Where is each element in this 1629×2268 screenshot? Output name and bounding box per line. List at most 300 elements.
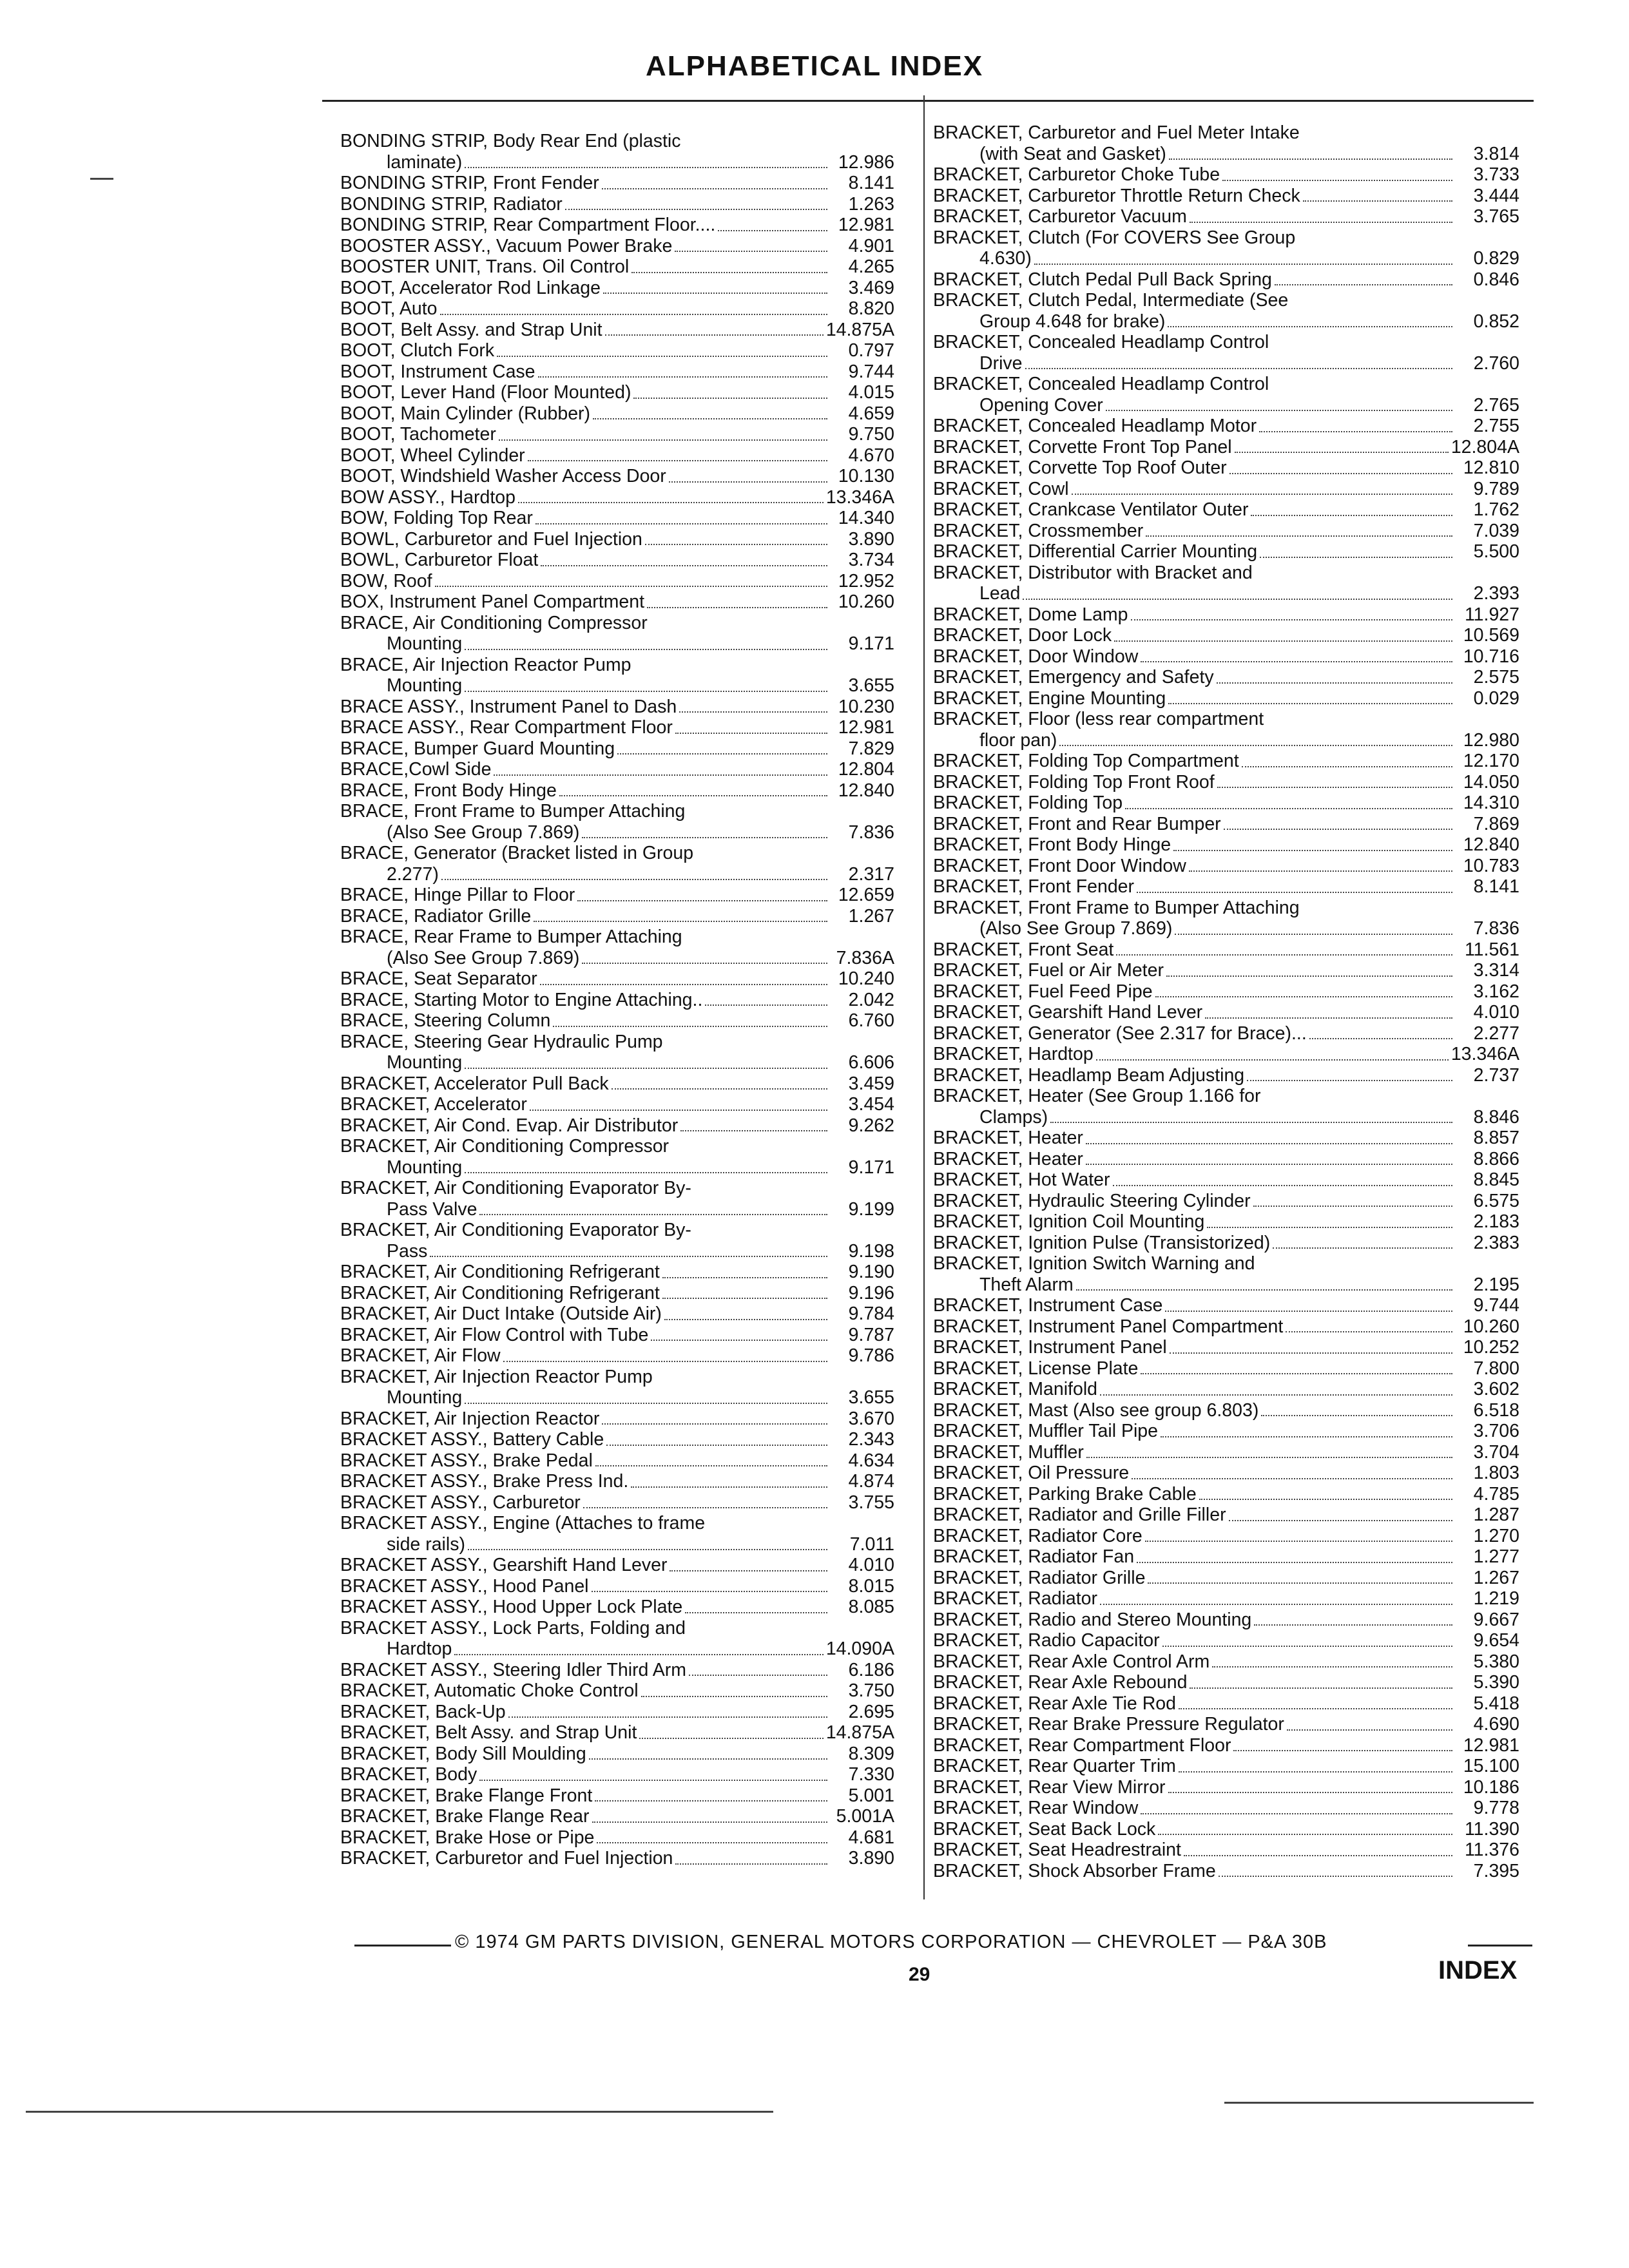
leader-dots [645, 543, 827, 545]
index-entry-text: BRACKET, Crossmember [933, 520, 1144, 541]
index-entry-label [340, 1639, 826, 1660]
index-entry-label [933, 1379, 1455, 1400]
index-entry-label [340, 445, 830, 466]
index-entry-label [340, 1555, 830, 1576]
index-entry-label [340, 864, 830, 885]
index-entry-text: BRACKET, Accelerator [340, 1094, 527, 1115]
index-entry [340, 1345, 894, 1367]
index-entry-group-number: 12.804A [1451, 436, 1519, 457]
leader-dots [1190, 221, 1452, 223]
index-entry-label [340, 1073, 830, 1095]
index-entry-text: BRACKET, Crankcase Ventilator Outer [933, 499, 1249, 520]
index-entry-text: laminate) [387, 151, 463, 173]
index-entry-text: BRACKET, Rear Quarter Trim [933, 1756, 1176, 1776]
index-entry-text: BRACKET, Belt Assy. and Strap Unit [340, 1722, 637, 1743]
index-entry-group-number: 13.346A [1451, 1044, 1519, 1064]
index-entry-label [340, 1492, 830, 1514]
leader-dots [497, 355, 827, 357]
index-entry [933, 1149, 1519, 1170]
index-entry [340, 1702, 894, 1723]
index-entry-text: BRACKET, Rear Axle Tie Rod [933, 1693, 1176, 1714]
index-entry-group-number: 7.836A [836, 947, 894, 968]
leader-dots [670, 1570, 827, 1571]
index-entry-label [340, 1680, 830, 1702]
leader-dots [577, 899, 827, 901]
index-entry-text: BRACKET ASSY., Carburetor [340, 1492, 581, 1513]
index-entry-label [340, 1660, 830, 1681]
index-entry-group-number: 3.670 [848, 1408, 894, 1429]
index-entry [340, 1032, 894, 1053]
index-entry-label [340, 215, 830, 236]
index-entry-label [340, 717, 830, 738]
index-entry-group-number: 0.829 [1473, 248, 1519, 269]
index-entry-group-number: 11.927 [1464, 604, 1519, 625]
index-entry-label [340, 1848, 830, 1869]
index-entry [933, 1693, 1519, 1715]
index-entry-group-number: 9.199 [848, 1198, 894, 1220]
index-entry [933, 1211, 1519, 1233]
index-entry [340, 822, 894, 843]
index-entry-text: BRACKET, Floor (less rear compartment [933, 709, 1264, 729]
index-entry-text: BRACKET, Instrument Panel Compartment [933, 1316, 1284, 1337]
index-entry [340, 1241, 894, 1262]
index-entry-label [340, 256, 830, 278]
index-entry [340, 780, 894, 802]
index-entry-label [933, 1526, 1455, 1547]
index-entry-text: Clamps) [979, 1106, 1048, 1128]
index-entry-text: BOOSTER ASSY., Vacuum Power Brake [340, 235, 673, 256]
index-entry-label [340, 550, 830, 571]
index-entry-label [933, 1023, 1455, 1044]
index-entry-group-number: 2.765 [1473, 394, 1519, 416]
index-entry-text: BRACKET, Concealed Headlamp Motor [933, 416, 1257, 436]
index-entry-group-number: 6.186 [848, 1659, 894, 1680]
index-entry-label [933, 248, 1455, 269]
index-entry [933, 876, 1519, 898]
index-entry [933, 646, 1519, 668]
index-entry-group-number: 3.734 [848, 550, 894, 570]
index-entry [340, 655, 894, 676]
index-entry [933, 730, 1519, 751]
index-entry [933, 144, 1519, 165]
index-entry-label [933, 834, 1455, 856]
leader-dots [669, 481, 827, 483]
index-entry-group-number: 5.418 [1473, 1693, 1519, 1714]
index-entry-group-number: 3.602 [1473, 1379, 1519, 1399]
index-entry-label [933, 1861, 1455, 1882]
leader-dots [465, 690, 827, 692]
index-entry [933, 1819, 1519, 1840]
leader-dots [454, 1653, 823, 1655]
leader-dots [559, 794, 827, 796]
index-entry [933, 604, 1519, 626]
index-entry-group-number: 9.786 [848, 1345, 894, 1366]
index-entry-group-number: 14.340 [838, 508, 894, 528]
index-entry [340, 801, 894, 822]
index-entry [340, 529, 894, 550]
leader-dots [1148, 1582, 1452, 1584]
index-entry-text: BRACKET, Carburetor and Fuel Injection [340, 1848, 673, 1869]
index-entry-text: BRACKET, Clutch (For COVERS See Group [933, 227, 1296, 248]
leader-dots [1169, 158, 1452, 160]
index-entry [933, 709, 1519, 730]
index-entry [933, 1400, 1519, 1421]
index-entry-label [340, 236, 830, 257]
index-entry-text: BRACKET, Door Lock [933, 625, 1112, 646]
index-entry-group-number: 9.198 [848, 1240, 894, 1262]
index-entry [933, 122, 1519, 144]
index-entry [933, 625, 1519, 646]
leader-dots [1125, 807, 1452, 809]
index-entry-text: BRACKET, Body [340, 1764, 477, 1785]
index-entry-text: BRACKET, Radiator and Grille Filler [933, 1504, 1226, 1525]
index-entry-group-number: 4.634 [848, 1450, 894, 1471]
index-entry-group-number: 9.750 [848, 424, 894, 445]
index-entry-group-number: 14.050 [1463, 771, 1519, 793]
index-entry-label [933, 960, 1455, 981]
index-entry [340, 173, 894, 194]
index-entry [933, 332, 1519, 353]
leader-dots [1141, 1372, 1452, 1374]
index-entry-label [933, 1546, 1455, 1568]
index-entry-text: (Also See Group 7.869) [387, 822, 580, 843]
index-entry-group-number: 0.852 [1473, 311, 1519, 332]
index-entry-label [933, 939, 1455, 961]
index-entry-label [340, 508, 830, 529]
leader-dots [535, 523, 827, 524]
leader-dots [1086, 1142, 1452, 1144]
index-entry [340, 1639, 894, 1660]
index-entry-group-number: 2.195 [1473, 1274, 1519, 1295]
index-entry-text: BRACKET, Rear Axle Control Arm [933, 1651, 1210, 1672]
leader-dots [1116, 954, 1452, 956]
index-entry-text: BRACKET, Muffler [933, 1441, 1084, 1463]
index-entry-text: BRACKET, Radiator Grille [933, 1567, 1146, 1588]
leader-dots [1235, 451, 1449, 453]
index-entry-text: BRACKET, Emergency and Safety [933, 667, 1214, 687]
index-entry [340, 968, 894, 990]
index-entry-text: BRACKET, Carburetor Choke Tube [933, 164, 1220, 185]
index-entry-label [933, 583, 1455, 604]
leader-dots [1076, 1289, 1452, 1291]
index-entry-group-number: 4.659 [848, 403, 894, 424]
index-entry [933, 1484, 1519, 1505]
index-entry-text: BRACKET, Seat Headrestraint [933, 1840, 1181, 1860]
index-entry-label [933, 709, 1455, 730]
index-entry-label [340, 1283, 830, 1304]
index-entry-text: BOW ASSY., Hardtop [340, 486, 516, 508]
index-entry [933, 1044, 1519, 1065]
index-entry [933, 1504, 1519, 1526]
index-entry-label [340, 340, 830, 361]
index-entry-label [933, 918, 1455, 939]
index-entry-label [340, 801, 830, 822]
index-entry-text: BRACKET, Ignition Switch Warning and [933, 1253, 1255, 1274]
index-entry-text: BRACE, Steering Column [340, 1010, 551, 1031]
index-entry-text: BRACKET, Muffler Tail Pipe [933, 1421, 1158, 1441]
leader-dots [1251, 514, 1452, 516]
index-entry [933, 939, 1519, 961]
index-entry-label [933, 1714, 1455, 1735]
index-entry-group-number: 6.575 [1473, 1190, 1519, 1211]
leader-dots [675, 250, 827, 252]
index-entry-text: BRACKET, Differential Carrier Mounting [933, 541, 1258, 562]
index-entry-group-number: 15.100 [1463, 1756, 1519, 1776]
leader-dots [1131, 619, 1452, 620]
index-entry [340, 738, 894, 760]
index-entry [340, 1094, 894, 1115]
leader-dots [689, 1674, 827, 1676]
index-entry-group-number: 8.857 [1473, 1128, 1519, 1148]
index-entry [933, 499, 1519, 521]
index-entry [933, 1107, 1519, 1128]
index-entry-label [933, 1672, 1455, 1693]
index-entry [933, 311, 1519, 332]
index-entry-group-number: 7.039 [1473, 520, 1519, 541]
index-entry-group-number: 11.390 [1464, 1818, 1519, 1840]
index-entry-text: BRACE, Steering Gear Hydraulic Pump [340, 1031, 663, 1052]
index-entry-text: BRACKET, Ignition Pulse (Transistorized) [933, 1232, 1271, 1253]
index-entry [340, 1827, 894, 1849]
index-entry-group-number: 3.444 [1473, 185, 1519, 206]
index-entry-group-number: 2.183 [1473, 1211, 1519, 1232]
index-entry-text: BOOT, Accelerator Rod Linkage [340, 277, 601, 298]
index-entry [340, 1471, 894, 1492]
index-entry-label [340, 613, 830, 634]
index-entry-label [340, 1241, 830, 1262]
index-entry [340, 1618, 894, 1639]
index-entry [933, 248, 1519, 269]
index-entry [340, 1262, 894, 1283]
index-entry-text: BRACKET, Carburetor Throttle Return Check [933, 185, 1300, 206]
index-entry-text: BRACKET, Hardtop [933, 1044, 1094, 1064]
index-entry-label [340, 1618, 830, 1639]
index-entry-text: BRACKET, Radiator Core [933, 1525, 1142, 1546]
index-entry [340, 1534, 894, 1555]
leader-dots [553, 1025, 827, 1027]
index-entry-label [933, 1274, 1455, 1296]
index-entry-group-number: 5.001 [848, 1785, 894, 1806]
leader-dots [1179, 1707, 1452, 1709]
index-entry-label [933, 1169, 1455, 1191]
leader-dots [1059, 744, 1452, 746]
index-entry-label [340, 152, 830, 173]
index-entry-text: BRACKET ASSY., Gearshift Hand Lever [340, 1555, 668, 1575]
leader-dots [503, 1360, 827, 1362]
leader-dots [1170, 1352, 1452, 1354]
index-entry-label [933, 1233, 1455, 1254]
index-entry-text: BONDING STRIP, Rear Compartment Floor.... [340, 215, 716, 235]
index-entry [933, 1798, 1519, 1819]
index-entry-group-number: 3.706 [1473, 1421, 1519, 1441]
index-entry-text: BRACKET, Air Cond. Evap. Air Distributor [340, 1115, 679, 1136]
leader-dots [1146, 535, 1452, 537]
index-entry-text: BRACKET, Hydraulic Steering Cylinder [933, 1190, 1251, 1211]
index-entry-group-number: 3.704 [1473, 1441, 1519, 1463]
leader-dots [1233, 1749, 1452, 1751]
index-entry-group-number: 2.737 [1473, 1064, 1519, 1086]
leader-dots [1190, 1687, 1452, 1689]
index-entry-group-number: 6.518 [1473, 1399, 1519, 1421]
index-entry-text: Hardtop [387, 1639, 452, 1659]
index-entry-label [933, 227, 1455, 249]
index-entry-text: Lead [979, 583, 1021, 604]
leader-dots [685, 1611, 827, 1613]
index-entry-text: BRACE, Radiator Grille [340, 905, 532, 927]
index-entry-label [340, 1744, 830, 1765]
index-entry-text: BRACKET, Back-Up [340, 1701, 506, 1722]
index-entry [340, 1660, 894, 1681]
leader-dots [592, 1590, 827, 1592]
index-entry-label [340, 298, 830, 320]
index-entry-text: BRACKET, Air Injection Reactor [340, 1408, 600, 1429]
index-entry-text: BRACKET, Corvette Front Top Panel [933, 436, 1232, 457]
index-entry [933, 1295, 1519, 1316]
index-entry-label [933, 1421, 1455, 1442]
index-entry-label [340, 1806, 830, 1827]
index-entry [933, 1337, 1519, 1358]
index-entry-group-number: 9.778 [1473, 1798, 1519, 1818]
index-entry-group-number: 1.270 [1473, 1525, 1519, 1546]
index-entry [933, 667, 1519, 688]
index-entry-group-number: 2.755 [1473, 416, 1519, 436]
leader-dots [639, 1737, 823, 1739]
index-entry-label [933, 1086, 1455, 1107]
index-entry-label [340, 1513, 830, 1534]
index-entry-group-number: 12.981 [838, 215, 894, 235]
index-entry-group-number: 4.690 [1473, 1714, 1519, 1735]
index-entry-label [340, 487, 826, 508]
index-entry-label [340, 1052, 830, 1073]
index-entry-group-number: 12.981 [838, 717, 894, 738]
index-entry [933, 1065, 1519, 1086]
index-entry-label [933, 1211, 1455, 1233]
index-entry-text: BRACKET, Parking Brake Cable [933, 1483, 1197, 1504]
index-entry [933, 1023, 1519, 1044]
index-entry [340, 697, 894, 718]
leader-dots [1132, 1477, 1452, 1479]
leader-dots [1086, 1456, 1452, 1458]
index-entry [340, 1073, 894, 1095]
leader-dots [606, 1444, 827, 1446]
index-entry-text: BRACKET, Air Conditioning Evaporator By- [340, 1220, 691, 1240]
index-entry-label [933, 1002, 1455, 1023]
leader-dots [595, 1800, 827, 1802]
index-entry-group-number: 0.797 [848, 340, 894, 361]
index-entry [340, 885, 894, 906]
index-entry [933, 1463, 1519, 1484]
leader-dots [1286, 1331, 1452, 1332]
leader-dots [641, 1695, 827, 1697]
index-entry [933, 395, 1519, 416]
scan-rule [26, 2111, 773, 2113]
leader-dots [602, 1423, 827, 1425]
index-entry-group-number: 2.277 [1473, 1023, 1519, 1044]
leader-dots [582, 836, 827, 838]
index-entry-label [340, 1471, 830, 1492]
leader-dots [612, 1088, 827, 1090]
index-entry-text: (Also See Group 7.869) [979, 918, 1173, 939]
index-entry [933, 164, 1519, 186]
index-entry-text: BRACKET, Air Conditioning Refrigerant [340, 1262, 660, 1282]
index-entry-text: BRACKET, Air Duct Intake (Outside Air) [340, 1303, 662, 1324]
leader-dots [1287, 1729, 1452, 1731]
index-entry [340, 906, 894, 927]
leader-dots [465, 1067, 827, 1069]
index-entry-group-number: 1.219 [1473, 1588, 1519, 1609]
leader-dots [518, 501, 824, 503]
index-entry [340, 990, 894, 1011]
scan-rule [1224, 2102, 1534, 2104]
index-entry-text: BRACE, Rear Frame to Bumper Attaching [340, 927, 682, 947]
index-entry-group-number: 4.785 [1473, 1483, 1519, 1504]
index-entry-text: BOOT, Lever Hand (Floor Mounted) [340, 382, 631, 403]
leader-dots [1217, 682, 1452, 684]
index-entry-group-number: 1.267 [1473, 1567, 1519, 1588]
index-entry-text: BRACE, Bumper Guard Mounting [340, 738, 615, 759]
index-entry-label [933, 1568, 1455, 1589]
index-entry-label [933, 625, 1455, 646]
index-entry-label [933, 1777, 1455, 1798]
index-entry-label [340, 466, 830, 487]
index-entry-group-number: 9.784 [848, 1303, 894, 1324]
index-entry-label [933, 1819, 1455, 1840]
index-entry-label [340, 361, 830, 383]
leader-dots [1259, 430, 1452, 432]
index-entry-text: BRACKET, Front Frame to Bumper Attaching [933, 897, 1300, 918]
index-entry-label [933, 541, 1455, 562]
leader-dots [565, 208, 827, 210]
index-entry-group-number: 9.744 [848, 361, 894, 382]
leader-dots [1189, 870, 1452, 872]
leader-dots [680, 1129, 827, 1131]
leader-dots [1224, 828, 1452, 830]
index-entry-label [933, 1107, 1455, 1128]
leader-dots [1309, 1037, 1452, 1039]
index-entry-text: BRACKET, Ignition Coil Mounting [933, 1211, 1205, 1232]
index-entry-text: BRACKET, Corvette Top Roof Outer [933, 457, 1227, 478]
index-entry-label [933, 688, 1455, 709]
index-entry-group-number: 4.010 [848, 1555, 894, 1575]
index-entry-group-number: 6.760 [848, 1010, 894, 1031]
index-entry-text: BOWL, Carburetor Float [340, 550, 539, 570]
index-entry-text: Mounting [387, 1157, 463, 1178]
index-entry-group-number: 10.260 [1463, 1316, 1519, 1337]
index-entry-group-number: 14.090A [825, 1639, 894, 1659]
index-entry-label [933, 1337, 1455, 1358]
leader-dots [662, 1297, 827, 1299]
leader-dots [465, 166, 827, 168]
index-entry-group-number: 3.755 [848, 1492, 894, 1513]
index-entry [340, 1785, 894, 1807]
index-entry [933, 1253, 1519, 1274]
leader-dots [1229, 1519, 1452, 1521]
index-entry-text: BRACKET, Radio Capacitor [933, 1630, 1160, 1651]
index-entry-label [933, 1128, 1455, 1149]
leader-dots [538, 376, 827, 378]
index-entry-group-number: 5.380 [1473, 1651, 1519, 1672]
index-entry-label [933, 122, 1455, 144]
index-entry [340, 1848, 894, 1869]
index-entry-label [340, 780, 830, 802]
index-entry-label [340, 1325, 830, 1346]
index-entry-label [933, 772, 1455, 793]
index-entry-label [933, 1504, 1455, 1526]
index-entry-group-number: 5.001A [836, 1806, 894, 1827]
index-entry [340, 759, 894, 780]
index-entry-group-number: 5.390 [1473, 1672, 1519, 1693]
section-label: INDEX [1438, 1956, 1518, 1984]
